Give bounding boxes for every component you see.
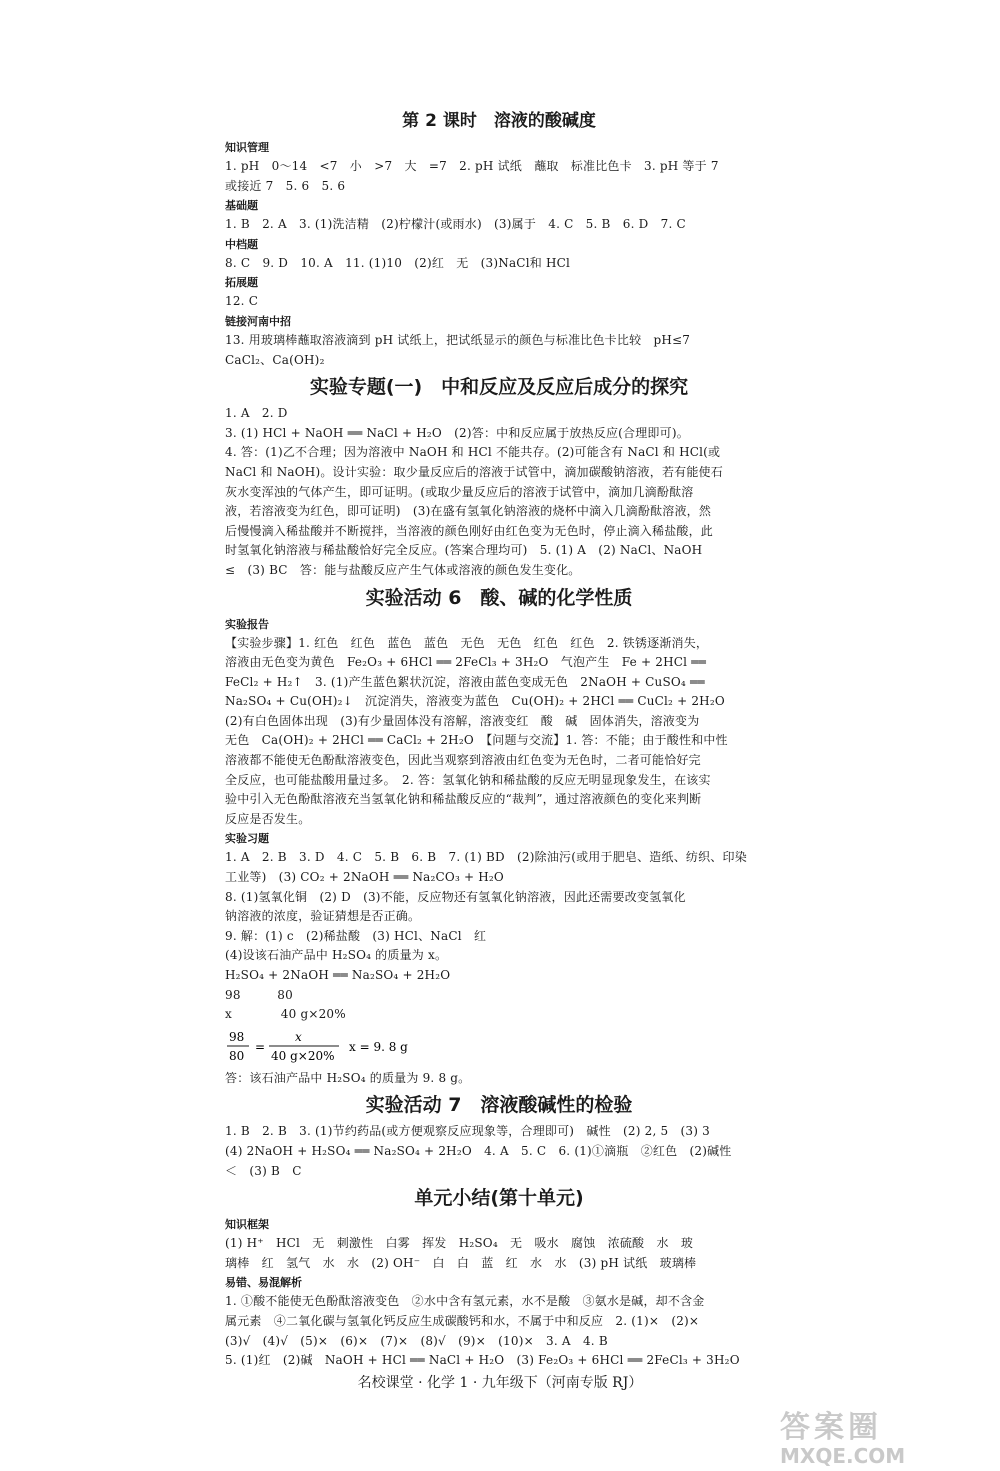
answer-line: 1. B 2. A 3. (1)洗洁精 (2)柠檬汁(或雨水) (3)属于 4. C 5. B 6. D 7. C (225, 217, 686, 232)
answer-line: 8. (1)氢氧化铜 (2) D (3)不能，反应物还有氢氧化钠溶液，因此还需要改变氢氧化 (225, 889, 686, 904)
answer-line: 反应是否发生。 (225, 811, 311, 826)
answer-line: 8. C 9. D 10. A 11. (1)10 (2)红 无 (3)NaCl和 HCl (225, 255, 571, 270)
answer-line: 钠溶液的浓度，验证猜想是否正确。 (225, 909, 421, 924)
frac-result: x = 9. 8 g (349, 1039, 408, 1054)
subsection-label: 拓展题 (225, 276, 258, 290)
answer-line: ＜ (3) B C (225, 1163, 302, 1178)
answer-line: 属元素 ④二氧化碳与氢氧化钙反应生成碳酸钙和水，不属于中和反应 2. (1)× (2)× (225, 1313, 700, 1328)
answer-line: 12. C (225, 294, 259, 309)
frac-num-left: 98 (229, 1029, 245, 1044)
answer-line: 4. 答：(1)乙不合理；因为溶液中 NaOH 和 HCl 不能共存。(2)可能含有 NaCl 和 HCl(或 (225, 445, 721, 460)
answer-line: 1. ①酸不能使无色酚酞溶液变色 ②水中含有氢元素，水不是酸 ③氨水是碱，却不含金 (225, 1294, 705, 1309)
answer-line: 3. (1) HCl + NaOH ══ NaCl + H₂O (2)答：中和反应属于放热反应(合理即可)。 (225, 425, 689, 440)
subsection-label: 实验习题 (225, 832, 269, 846)
subsection-label: 中档题 (225, 237, 258, 251)
frac-den-right: 40 g×20% (271, 1048, 335, 1063)
answer-line: (4) 2NaOH + H₂SO₄ ══ Na₂SO₄ + 2H₂O 4. A 5. C 6. (1)①滴瓶 ②红色 (2)碱性 (225, 1143, 732, 1158)
answer-content (225, 104, 773, 1371)
answer-line: (1) H⁺ HCl 无 刺激性 白雾 挥发 H₂SO₄ 无 吸水 腐蚀 浓硫酸 水 玻 (225, 1236, 694, 1251)
answer-line: (4)设该石油产品中 H₂SO₄ 的质量为 x。 (225, 948, 448, 963)
answer-line: 1. B 2. B 3. (1)节约药品(或方便观察反应现象等，合理即可) 碱性 (2) 2, 5 (3) 3 (225, 1124, 710, 1139)
answer-line: (2)有白色固体出现 (3)有少量固体没有溶解，溶液变红 酸 碱 固体消失，溶液变为 (225, 713, 700, 728)
fraction-equation (225, 1027, 773, 1067)
answer-line: 13. 用玻璃棒蘸取溶液滴到 pH 试纸上，把试纸显示的颜色与标准比色卡比较 pH≤7 (225, 332, 691, 347)
watermark-url: MXQE.COM (780, 1444, 906, 1468)
answer-line: 璃棒 红 氢气 水 水 (2) OH⁻ 白 白 蓝 红 水 水 (3) pH 试纸 玻璃棒 (225, 1255, 697, 1270)
answer-line: 全反应，也可能盐酸用量过多。 2. 答：氢氧化钠和稀盐酸的反应无明显现象发生，在该实 (225, 772, 711, 787)
answer-line: 答：该石油产品中 H₂SO₄ 的质量为 9. 8 g。 (225, 1070, 471, 1085)
frac-den-left: 80 (229, 1048, 245, 1063)
answer-line: 5. (1)红 (2)碱 NaOH + HCl ══ NaCl + H₂O (3) Fe₂O₃ + 6HCl ══ 2FeCl₃ + 3H₂O (225, 1353, 740, 1368)
section-title: 实验活动 6 酸、碱的化学性质 (365, 586, 633, 609)
answer-line: 验中引入无色酚酞溶液充当氢氧化钠和稀盐酸反应的“裁判”，通过溶液颜色的变化来判断 (225, 792, 702, 807)
answer-line: 液，若溶液变为红色，即可证明) (3)在盛有氢氧化钠溶液的烧杯中滴入几滴酚酞溶液，然 (225, 504, 712, 519)
answer-line: 98 80 (225, 987, 293, 1002)
answer-line: NaCl 和 NaOH)。设计实验：取少量反应后的溶液于试管中，滴加碳酸钠溶液，若有能使石 (225, 464, 723, 479)
subsection-label: 易错、易混解析 (225, 1276, 302, 1290)
answer-line: 9. 解：(1) c (2)稀盐酸 (3) HCl、NaCl 红 (225, 928, 487, 943)
watermark-text: 答案圈 (780, 1410, 882, 1445)
subsection-label: 基础题 (225, 199, 258, 213)
answer-line: ≤ (3) BC 答：能与盐酸反应产生气体或溶液的颜色发生变化。 (225, 562, 581, 577)
answer-line: 1. A 2. D (225, 406, 288, 421)
answer-line: Na₂SO₄ + Cu(OH)₂↓ 沉淀消失，溶液变为蓝色 Cu(OH)₂ + 2HCl ══ CuCl₂ + 2H₂O (225, 694, 725, 709)
answer-line: CaCl₂、Ca(OH)₂ (225, 352, 325, 367)
frac-eq: = (255, 1039, 266, 1054)
answer-line: 灰水变浑浊的气体产生，即可证明。(或取少量反应后的溶液于试管中，滴加几滴酚酞溶 (225, 484, 694, 499)
answer-line: 或接近 7 5. 6 5. 6 (225, 178, 346, 193)
subsection-label: 知识框架 (225, 1218, 269, 1232)
section-title: 实验专题(一) 中和反应及反应后成分的探究 (309, 376, 689, 399)
answer-line: 无色 Ca(OH)₂ + 2HCl ══ CaCl₂ + 2H₂O 【问题与交流】1. 答：不能；由于酸性和中性 (225, 733, 728, 748)
watermark-logo (780, 1410, 990, 1466)
section-title: 第 2 课时 溶液的酸碱度 (402, 111, 596, 131)
answer-line: H₂SO₄ + 2NaOH ══ Na₂SO₄ + 2H₂O (225, 968, 451, 982)
answer-line: x 40 g×20% (225, 1007, 346, 1022)
answer-line: 1. pH 0～14 <7 小 >7 大 =7 2. pH 试纸 蘸取 标准比色卡 3. pH 等于 7 (225, 159, 719, 173)
section-title: 单元小结(第十单元) (414, 1187, 584, 1210)
answer-line: 后慢慢滴入稀盐酸并不断搅拌，当溶液的颜色刚好由红色变为无色时，停止滴入稀盐酸，此 (225, 523, 714, 538)
answer-line: 【实验步骤】1. 红色 红色 蓝色 蓝色 无色 无色 红色 红色 2. 铁锈逐渐消失， (225, 635, 709, 650)
answer-line: (3)√ (4)√ (5)× (6)× (7)× (8)√ (9)× (10)× 3. A 4. B (225, 1333, 608, 1348)
page-footer: 名校课堂 · 化学 1 · 九年级下（河南专版 RJ） (357, 1375, 643, 1391)
answer-line: FeCl₂ + H₂↑ 3. (1)产生蓝色絮状沉淀，溶液由蓝色变成无色 2NaOH + CuSO₄ ══ (225, 674, 705, 689)
answer-line: 工业等) (3) CO₂ + 2NaOH ══ Na₂CO₃ + H₂O (225, 870, 504, 885)
answer-line: 时氢氧化钠溶液与稀盐酸恰好完全反应。(答案合理均可) 5. (1) A (2) NaCl、NaOH (225, 543, 703, 558)
fraction-svg (225, 1027, 525, 1067)
answer-line: 1. A 2. B 3. D 4. C 5. B 6. B 7. (1) BD (2)除油污(或用于肥皂、造纸、纺织、印染 (225, 850, 747, 865)
section-title: 实验活动 7 溶液酸碱性的检验 (365, 1094, 633, 1117)
subsection-label: 链接河南中招 (225, 314, 291, 328)
answer-line: 溶液由无色变为黄色 Fe₂O₃ + 6HCl ══ 2FeCl₃ + 3H₂O 气泡产生 Fe + 2HCl ══ (225, 655, 707, 670)
answer-line: 溶液都不能使无色酚酞溶液变色，因此当观察到溶液由红色变为无色时，二者可能恰好完 (225, 753, 701, 768)
subsection-label: 实验报告 (225, 617, 269, 631)
subsection-label: 知识管理 (225, 141, 269, 154)
frac-num-right: x (295, 1029, 302, 1044)
